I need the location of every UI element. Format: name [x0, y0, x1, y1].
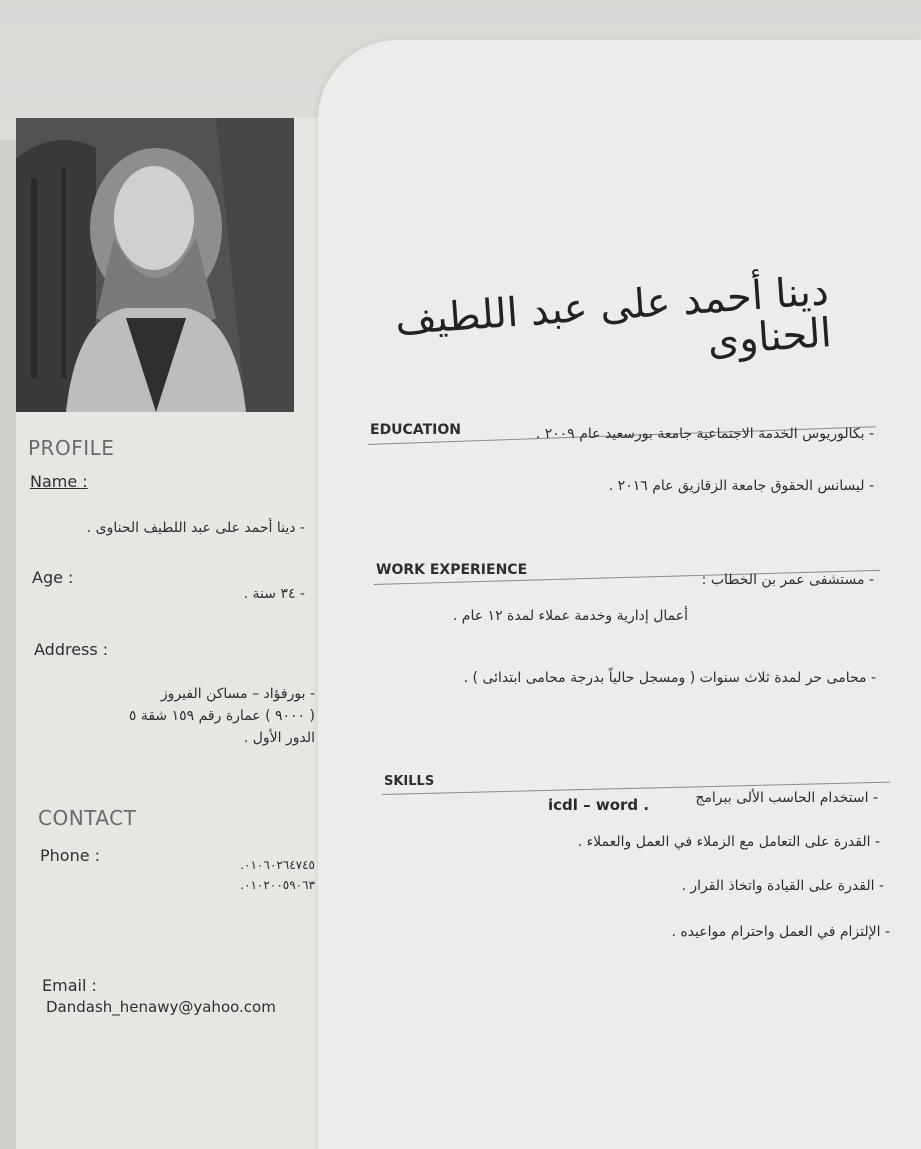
phone-2[interactable]: ٠١٠٢٠٠٥٩٠٦٣. [240, 878, 315, 892]
profile-heading: PROFILE [28, 436, 115, 460]
phone-label: Phone : [40, 846, 101, 865]
address-label: Address : [34, 640, 109, 659]
name-label: Name : [30, 472, 88, 491]
skill-3: - القدرة على القيادة واتخاذ القرار . [681, 878, 884, 894]
skill-1-english: icdl – word . [548, 796, 650, 814]
email-value[interactable]: Dandash_henawy@yahoo.com [46, 998, 276, 1016]
skill-2: - القدرة على التعامل مع الزملاء في العمل والعملاء . [577, 834, 880, 850]
email-label: Email : [42, 976, 97, 995]
address-line-1: - بورفؤاد – مساكن الفيروز [160, 686, 315, 702]
contact-heading: CONTACT [38, 806, 137, 830]
education-item-1: - بكالوريوس الخدمة الاجتماعية جامعة بورسعيد عام ٢٠٠٩ . [535, 426, 874, 442]
full-name-title: دينا أحمد على عبد اللطيف الحناوى [393, 268, 834, 365]
age-value: - ٣٤ سنة . [243, 586, 305, 602]
skill-4: - الإلتزام في العمل واحترام مواعيده . [671, 924, 890, 940]
education-item-2: - ليسانس الحقوق جامعة الزقازيق عام ٢٠١٦ . [608, 478, 874, 494]
phone-1[interactable]: ٠١٠٦٠٢٦٤٧٤٥. [240, 858, 315, 872]
address-line-3: الدور الأول . [243, 730, 315, 746]
education-heading: EDUCATION [370, 422, 461, 438]
age-label: Age : [32, 568, 74, 587]
main-panel [318, 40, 921, 1149]
work-item-2: - محامى حر لمدة ثلاث سنوات ( ومسجل حالياً بدرجة محامى ابتدائى ) . [463, 670, 876, 686]
address-line-2: ( ٩٠٠٠ ) عمارة رقم ١٥٩ شقة ٥ [128, 708, 315, 724]
profile-photo [16, 118, 294, 412]
skills-heading: SKILLS [384, 774, 435, 789]
work-item-1-title: - مستشفى عمر بن الخطاب : [701, 572, 874, 588]
name-value: - دينا أحمد على عبد اللطيف الحناوى . [86, 520, 305, 536]
work-item-1-detail: أعمال إدارية وخدمة عملاء لمدة ١٢ عام . [452, 608, 688, 624]
work-heading: WORK EXPERIENCE [376, 562, 528, 578]
skill-1-arabic: - استخدام الحاسب الألى ببرامج [695, 790, 878, 806]
